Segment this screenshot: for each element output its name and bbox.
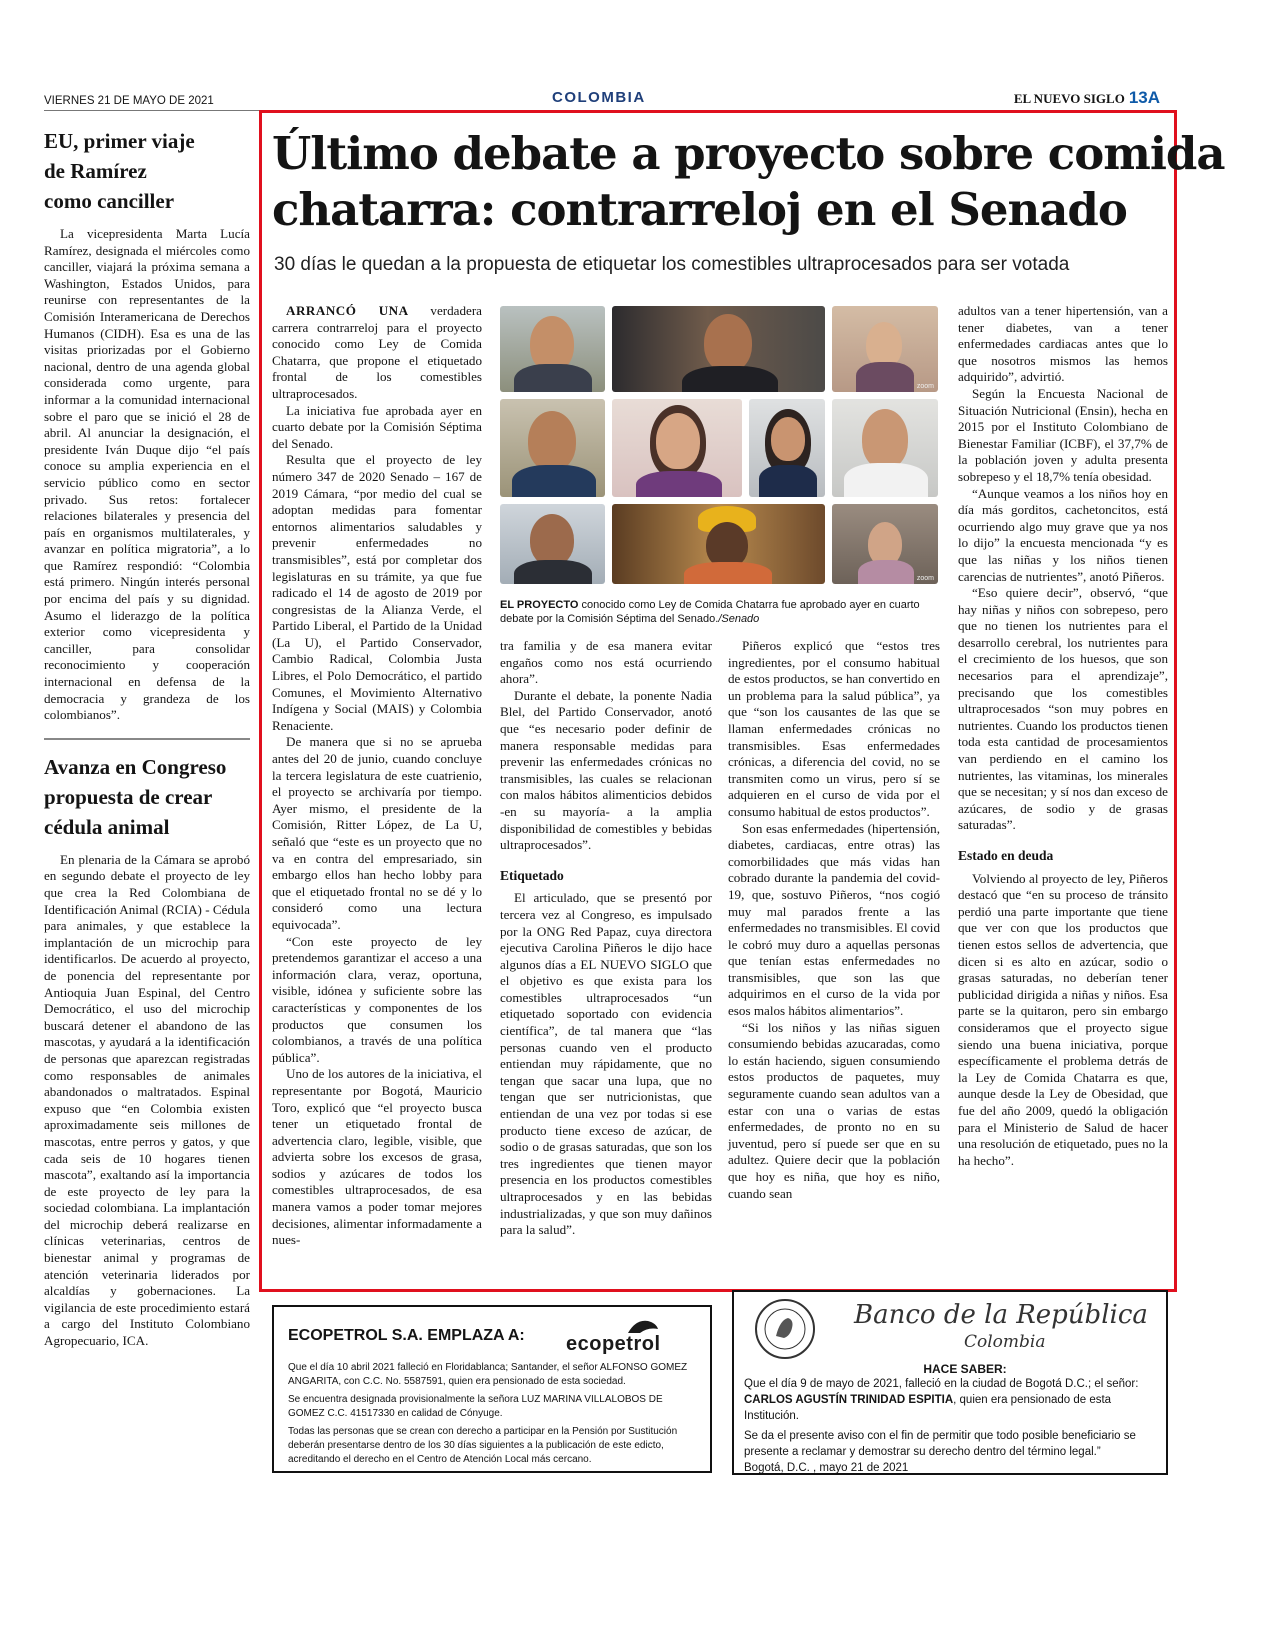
article-subhead: 30 días le quedan a la propuesta de etiquetar los comestibles ultraprocesados para ser votada	[274, 254, 1070, 275]
notice-header	[744, 1300, 1156, 1360]
subheading: Estado en deuda	[958, 848, 1054, 863]
title-line: cédula animal	[44, 814, 170, 839]
participant-tile	[500, 399, 605, 497]
participant-face	[528, 411, 576, 471]
paragraph: “Eso quiere decir”, observó, “que hay niñas y niños con sobrepeso, pero que no tienen los nutrientes para el desarrollo cerebral, los nutrientes para el crecimiento de los huesos, que son necesarios para el aprendizaje”, precisando que los comestibles ultraprocesados “son muy pobres en nutrientes. Cuando los productos tienen toda esta cantidad de procesamientos van perdiendo en el camino los nutrientes, las vitaminas, los minerales que se necesitan; y sí nos dan exceso de azúcares, de sodio y de grasas saturadas”.	[958, 585, 1168, 833]
sidebar-story-ramirez	[44, 126, 250, 724]
participant-tile	[832, 399, 938, 497]
title-line: como canciller	[44, 189, 175, 213]
sidebar	[44, 126, 250, 1350]
video-call-photo	[500, 306, 946, 592]
title-line: propuesta de crear	[44, 784, 213, 809]
paragraph: “Si los niños y las niñas siguen consumiendo bebidas azucaradas, como lo están haciendo, siguen consumiendo estos productos de paquetes, muy seguramente cuando sean adultos van a estar con una o varias de estas enfermedades, de pronto no en su juventud, pero sí puede ser que en su adultez. Quiere decir que la población que hoy es niña, que hoy es niño, cuando sean	[728, 1019, 940, 1201]
participant-tile	[612, 306, 825, 392]
participant-tile	[500, 306, 605, 392]
caption-lead: EL PROYECTO	[500, 599, 579, 611]
paragraph: Son esas enfermedades (hipertensión, diabetes, cardiacas, entre otras) las comorbilidades que más vidas han cobrado durante la pandemia del covid-19, que, sostuvo Piñeros, “nos cogió muy mal parados frente a las enfermedades no transmisibles. El covid le cobró muy duro a aquellas personas que tenían estas enfermedades no transmisibles, que son las que adquirimos en el curso de la vida por esos malos hábitos alimentarios”.	[728, 820, 940, 1019]
story-title	[44, 752, 250, 842]
section-title: COLOMBIA	[552, 89, 646, 106]
notice-paragraph	[744, 1376, 1156, 1424]
article-column-1	[272, 303, 482, 1249]
paragraph: Volviendo al proyecto de ley, Piñeros destacó que “en su proceso de tránsito perdió una parte importante que tiene que ver con que los productos que tienen estos sellos de advertencia, que dicen si es alto en azúcar, sodio o grasas saturadas, no deberían tener publicidad dirigida a niñas y niños. Esa parte se la quitaron, pero sin embargo consideramos que el proyecto sigue siendo una buena iniciativa, porque específicamente el problema detrás de la Ley de Comida Chatarra es que, aunque desde la Ley de Obesidad, que fue del año 2009, quedó la obligación para el Ministerio de Salud de hacer una resolución de etiquetado, pues no la ha hecho”.	[958, 870, 1168, 1168]
participant-tile	[832, 504, 938, 584]
notice-paragraph: Que el día 10 abril 2021 falleció en Floridablanca; Santander, el señor ALFONSO GOMEZ ANGARITA, con C.C. No. 5587591, quien era pensionado de esta sociedad.	[288, 1362, 688, 1387]
caption-text: conocido como Ley de Comida Chatarra fue aprobado ayer en cuarto debate por la Comisión Séptima del Senado.	[500, 599, 920, 625]
masthead	[1014, 88, 1160, 108]
paragraph: tra familia y de esa manera evitar engaños como nos está ocurriendo ahora”.	[500, 638, 712, 687]
participant-body	[759, 465, 817, 497]
sidebar-story-cedula-animal	[44, 752, 250, 1350]
participant-face	[862, 409, 908, 469]
text: Que el día 9 de mayo de 2021, falleció en la ciudad de Bogotá D.C.; el señor:	[744, 1378, 1139, 1390]
banrep-notice	[732, 1290, 1168, 1475]
notice-paragraph: Se da el presente aviso con el fin de permitir que todo posible beneficiario se presente a reclamar y demostrar su derecho dentro del término legal.”	[744, 1430, 1136, 1458]
participant-tile	[612, 504, 825, 584]
participant-tile	[832, 306, 938, 392]
participant-body	[636, 471, 722, 497]
participant-body	[514, 364, 592, 392]
paragraph: Según la Encuesta Nacional de Situación Nutricional (Ensin), hecha en 2015 por el Instituto Colombiano de Bienestar Familiar (ICBF), el 37,7% de la población joven y adulta presenta sobrepeso y el 18,7% tenía obesidad.	[958, 385, 1168, 484]
participant-face	[704, 314, 752, 372]
notice-heading: HACE SABER:	[923, 1362, 1007, 1376]
participant-body	[682, 366, 778, 392]
zoom-label: zoom	[916, 575, 934, 582]
paragraph: La iniciativa fue aprobada ayer en cuarto debate por la Comisión Séptima del Senado.	[272, 402, 482, 451]
article-column-2	[500, 638, 712, 1239]
headline-line: Último debate a proyecto sobre comida	[272, 127, 1225, 180]
lead-text: verdadera carrera contrarreloj para el proyecto conocido como Ley de Comida Chatarra, que propone el etiquetado frontal de los comestibles ultraprocesados.	[272, 303, 482, 401]
ecopetrol-logo	[566, 1315, 696, 1357]
paragraph: En plenaria de la Cámara se aprobó en segundo debate el proyecto de ley que crea la Red Colombiana de Identificación Animal (RCIA) - Cédula para animales, y que establece la implantación de un microchip para identificarlos. De acuerdo al proyecto, de ponencia del representante por Antioquia Juan Espinal, del Centro Democrático, el uso del microchip buscará detener el abandono de las mascotas, y ayudará a la identificación de personas que aparezcan registradas como responsables de animales abandonados o maltratados. Espinal expuso que “en Colombia existen aproximadamente seis millones de mascotas, entre perros y gatos, y que cada seis de 10 hogares tienen mascota”, exaltando así la importancia de este proyecto de ley para la sociedad colombiana. La implantación del microchip deberá realizarse en clínicas veterinarias, centros de bienestar animal y programas de atención veterinaria liderados por alcaldías y gobernaciones. La vigilancia de este procedimiento estará a cargo del Instituto Colombiano Agropecuario, ICA.	[44, 851, 250, 1349]
participant-face	[530, 514, 574, 566]
notice-header	[288, 1315, 696, 1357]
participant-face	[656, 413, 700, 469]
title-line: EU, primer viaje	[44, 129, 195, 153]
page-number: 13A	[1128, 88, 1160, 107]
participant-tile	[612, 399, 742, 497]
zoom-label: zoom	[916, 383, 934, 390]
article-column-3	[728, 638, 940, 1202]
divider	[44, 738, 250, 740]
article-column-4	[958, 303, 1168, 1169]
story-title	[44, 126, 250, 216]
notice-title: ECOPETROL S.A. EMPLAZA A:	[288, 1327, 525, 1344]
story-body	[44, 226, 250, 724]
paragraph: adultos van a tener hipertensión, van a tener diabetes, van a tener enfermedades cardiacas antes que lo que nosotros mismos las hemos adquirido”, advirtió.	[958, 303, 1168, 385]
lead-caps: ARRANCÓ UNA	[286, 303, 409, 318]
deceased-name: CARLOS AGUSTÍN TRINIDAD ESPITIA	[744, 1394, 954, 1406]
paragraph: El articulado, que se presentó por tercera vez al Congreso, es impulsado por la ONG Red Papaz, cuya directora ejecutiva Carolina Piñeros le dijo hace algunos días a EL NUEVO SIGLO que el objetivo es que exista para los comestibles ultraprocesados “un etiquetado soportado con evidencia científica”, de tal manera que “las personas cuando ven el producto entiendan muy rápidamente, que no tengan que sacar una lupa, que no tengan que ser nutricionistas, que entiendan de una vez por todas si ese producto tiene exceso de azúcar, de sodio o de grasas saturadas, que son los tres ingredientes que tienen mayor presencia en los productos comestibles ultraprocesados y en las bebidas industrializadas, y que son muy dañinos para la salud”.	[500, 890, 712, 1238]
paragraph: “Con este proyecto de ley pretendemos garantizar el acceso a una información clara, veraz, oportuna, visible, idónea y suficiente sobre las características y componentes de los productos que consumen los colombianos, a través de una política pública”.	[272, 933, 482, 1065]
paragraph: Uno de los autores de la iniciativa, el representante por Bogotá, Mauricio Toro, explicó que “el proyecto busca tener un etiquetado frontal de advertencia claro, legible, visible, que advierta sobre los excesos de grasa, sodios y azúcares de todos los comestibles ultraprocesados, de esa manera vamos a poder tomar mejores decisiones, alimentar informadamente a nues-	[272, 1066, 482, 1248]
participant-body	[844, 463, 928, 497]
participant-body	[684, 562, 772, 584]
title-line: de Ramírez	[44, 159, 147, 183]
bank-seal-icon	[754, 1298, 816, 1360]
paragraph: La vicepresidenta Marta Lucía Ramírez, designada el miércoles como canciller, viajará la próxima semana a Washington, Estados Unidos, para reunirse con representantes de la Comisión Interamericana de Derechos Humanos (CIDH). Esa es una de las visitas priorizadas por el Gobierno nacional, dentro de una agenda global considerada como urgente, para informar a la comunidad internacional sobre el paro que se inició el 28 de abril. Al anunciar la designación, el presidente Iván Duque dijo “el país conoce su amplia experiencia en el servicio público como en sector privado. Sus retos: fortalecer relaciones bilaterales y presencia del país en organismos multilaterales, y avanzar en política migratoria”, a lo que Ramírez respondió: “Colombia está primero. Ningún interés personal por encima del país y su dignidad. Asumo el liderazgo de la política exterior como vicepresidenta y canciller, para consolidar reconocimiento y cooperación internacional en defensa de la democracia y grandeza de los colombianos”.	[44, 226, 250, 723]
participant-tile	[500, 504, 605, 584]
story-body	[44, 852, 250, 1350]
notice-paragraph: Se encuentra designada provisionalmente la señora LUZ MARINA VILLALOBOS DE GOMEZ C.C. 41517330 en calidad de Cónyuge.	[288, 1394, 663, 1419]
participant-body	[512, 465, 596, 497]
photo-credit: /Senado	[718, 613, 760, 625]
participant-tile	[749, 399, 825, 497]
title-line: Avanza en Congreso	[44, 754, 227, 779]
issue-date: VIERNES 21 DE MAYO DE 2021	[44, 95, 214, 107]
participant-body	[514, 560, 592, 584]
notice-date: Bogotá, D.C. , mayo 21 de 2021	[744, 1462, 909, 1474]
paper-name: EL NUEVO SIGLO	[1013, 91, 1125, 106]
participant-body	[858, 560, 914, 584]
participant-face	[771, 417, 805, 461]
text: , quien era pensionado de esta Institución.	[744, 1394, 1112, 1422]
photo-caption	[500, 598, 946, 626]
logo-wordmark: ecopetrol	[566, 1333, 661, 1355]
participant-body	[856, 362, 914, 392]
paragraph: De manera que si no se aprueba antes del 20 de junio, cuando concluye la tercera legislatura de este cuatrienio, el proyecto se archivaría por tiempo. Ayer mismo, el presidente de la Comisión, Ritter López, de La U, señaló que “este es un proyecto que no va en contra del empresariado, sin embargo ellos han hecho lobby para que el etiquetado frontal no se dé y lo consideró como una lectura equivocada”.	[272, 734, 482, 932]
bank-country: Colombia	[964, 1332, 1046, 1352]
lead-paragraph	[272, 303, 482, 403]
notice-paragraph: Todas las personas que se crean con derecho a participar en la Pensión por Sustitución deberán presentarse dentro de los 30 días siguientes a la publicación de este edicto, acreditando el derecho en el Centro de Atención Local más cercano.	[288, 1426, 678, 1465]
paragraph: Durante el debate, la ponente Nadia Blel, del Partido Conservador, anotó que “es necesario poder definir de manera responsable medidas para prevenir las enfermedades crónicas no transmisibles, las cuales se relacionan con malos hábitos alimenticios debidos -en su mayoría- a la amplia disponibilidad de comestibles y bebidas ultraprocesados”.	[500, 687, 712, 853]
subheading: Etiquetado	[500, 867, 564, 883]
article-headline	[272, 126, 1225, 238]
bank-name: Banco de la República	[854, 1300, 1148, 1330]
paragraph: “Aunque veamos a los niños hoy en día más gorditos, cachetoncitos, está ocurriendo algo muy grave que ya nos lo dijo” la encuesta mencionada “y es que las niñas y los niños tienen carencias de nutrientes”, anotó Piñeros.	[958, 485, 1168, 584]
paragraph: Resulta que el proyecto de ley número 347 de 2020 Senado – 167 de 2019 Cámara, “por medio del cual se adoptan medidas para fomentar entornos alimentarios saludables y prevenir enfermedades no transmisibles”, está por completar dos legislaturas en su trámite, ya que fue radicado el 14 de agosto de 2019 por congresistas de la Alianza Verde, el Partido Liberal, el Partido de la Unidad (La U), el Partido Conservador, Cambio Radical, Colombia Justa Libres, el Polo Democrático, el partido Comunes, el Movimiento Alternativo Indígena y Social (MAIS) y Colombia Renaciente.	[272, 452, 482, 733]
headline-line: chatarra: contrarreloj en el Senado	[272, 183, 1127, 236]
paragraph: Piñeros explicó que “estos tres ingredientes, por el consumo habitual de estos productos, se han convertido en un problema para la salud pública”, ya que “son los causantes de las que se llaman enfermedades crónicas no transmisibles. Esas enfermedades crónicas, a diferencia del covid, no se transmiten como un virus, pero sí se adquieren en el curso de vida por el consumo habitual de estos productos”.	[728, 638, 940, 819]
ecopetrol-notice	[272, 1305, 712, 1473]
